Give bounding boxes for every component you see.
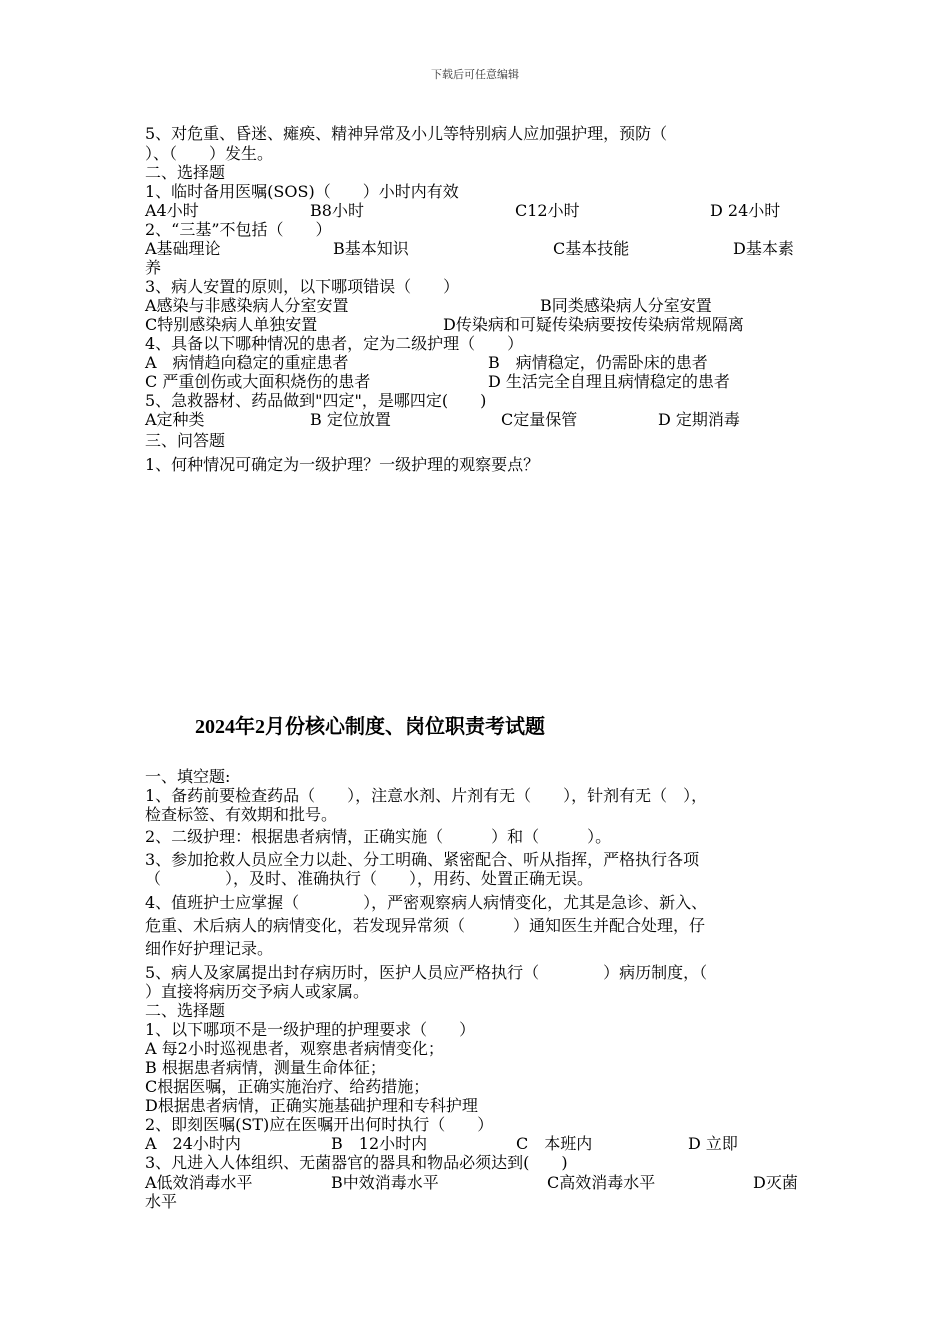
mc2-option-d-wrap: 养 [145, 258, 162, 277]
fill-question-4-line3: 细作好护理记录。 [145, 939, 274, 958]
mc3-option-a: A感染与非感染病人分室安置 [145, 296, 349, 315]
mc3-option-b: B同类感染病人分室安置 [540, 296, 712, 315]
mc1-option-d: D 24小时 [710, 201, 781, 220]
fill-question-5-line2: ）直接将病历交予病人或家属。 [145, 982, 370, 1001]
page-header: 下载后可任意编辑 [431, 68, 519, 81]
mc2-option-a: A基础理论 [145, 239, 221, 258]
mc5-option-b: B 定位放置 [310, 410, 391, 429]
mc1-option-a: A4小时 [145, 201, 199, 220]
mc1-option-c: C根据医嘱，正确实施治疗、给药措施； [145, 1077, 430, 1096]
mc1-option-b: B8小时 [310, 201, 364, 220]
section-heading-choice: 二、选择题 [145, 163, 226, 182]
mc1-stem: 1、临时备用医嘱(SOS)（ ）小时内有效 [145, 182, 459, 201]
mc4-option-d: D 生活完全自理且病情稳定的患者 [488, 372, 730, 391]
mc4-stem: 4、具备以下哪种情况的患者，定为二级护理（ ） [145, 334, 524, 353]
fill-question-5-line2: ）、（ ）发生。 [145, 144, 274, 163]
section-heading-choice: 二、选择题 [145, 1001, 226, 1020]
section-heading-fill: 一、填空题: [145, 767, 231, 786]
fill-question-3-line1: 3、参加抢救人员应全力以赴、分工明确、紧密配合、听从指挥，严格执行各项 [145, 850, 700, 869]
mc5-stem: 5、急救器材、药品做到"四定"，是哪四定( ) [145, 391, 487, 410]
mc2-option-a: A 24小时内 [145, 1134, 241, 1153]
fill-question-1-line2: 检查标签、有效期和批号。 [145, 805, 338, 824]
mc5-option-a: A定种类 [145, 410, 205, 429]
fill-question-5-line1: 5、病人及家属提出封存病历时，医护人员应严格执行（ ）病历制度，（ [145, 963, 708, 982]
mc3-option-a: A低效消毒水平 [145, 1173, 253, 1192]
mc1-option-c: C12小时 [515, 201, 580, 220]
mc2-option-b: B基本知识 [333, 239, 409, 258]
mc2-option-c: C基本技能 [553, 239, 630, 258]
exam-title: 2024年2月份核心制度、岗位职责考试题 [195, 716, 545, 738]
mc1-option-d: D根据患者病情，正确实施基础护理和专科护理 [145, 1096, 478, 1115]
mc2-stem: 2、即刻医嘱(ST)应在医嘱开出何时执行（ ） [145, 1115, 494, 1134]
mc3-option-d: D传染病和可疑传染病要按传染病常规隔离 [443, 315, 744, 334]
fill-question-4-line2: 危重、术后病人的病情变化，若发现异常须（ ）通知医生并配合处理，仔 [145, 916, 706, 935]
fill-question-1-line1: 1、备药前要检查药品（ ），注意水剂、片剂有无（ ），针剂有无（ ）， [145, 786, 708, 805]
mc3-stem: 3、凡进入人体组织、无菌器官的器具和物品必须达到( ) [145, 1153, 568, 1172]
mc3-option-d-wrap: 水平 [145, 1192, 178, 1211]
mc1-option-a: A 每2小时巡视患者，观察患者病情变化； [145, 1039, 444, 1058]
fill-question-5-line1: 5、对危重、昏迷、瘫痪、精神异常及小儿等特别病人应加强护理，预防（ [145, 124, 668, 143]
mc2-stem: 2、“三基”不包括（ ） [145, 220, 332, 239]
mc3-option-c: C高效消毒水平 [547, 1173, 656, 1192]
mc2-option-b: B 12小时内 [331, 1134, 428, 1153]
fill-question-3-line2: （ ），及时、准确执行（ ），用药、处置正确无误。 [145, 869, 594, 888]
mc5-option-c: C定量保管 [501, 410, 578, 429]
section-heading-qa: 三、问答题 [145, 431, 226, 450]
mc2-option-d: D 立即 [688, 1134, 738, 1153]
mc4-option-b: B 病情稳定，仍需卧床的患者 [488, 353, 708, 372]
mc3-option-b: B中效消毒水平 [331, 1173, 439, 1192]
qa-question-1: 1、何种情况可确定为一级护理？一级护理的观察要点？ [145, 455, 540, 474]
mc3-option-c: C特别感染病人单独安置 [145, 315, 318, 334]
mc4-option-c: C 严重创伤或大面积烧伤的患者 [145, 372, 371, 391]
mc1-stem: 1、以下哪项不是一级护理的护理要求（ ） [145, 1020, 476, 1039]
mc3-option-d: D灭菌 [753, 1173, 798, 1192]
fill-question-4-line1: 4、值班护士应掌握（ ），严密观察病人病情变化，尤其是急诊、新入、 [145, 893, 708, 912]
fill-question-2: 2、二级护理：根据患者病情，正确实施（ ）和（ ）。 [145, 827, 612, 846]
mc3-stem: 3、病人安置的原则，以下哪项错误（ ） [145, 277, 460, 296]
mc2-option-c: C 本班内 [516, 1134, 593, 1153]
mc1-option-b: B 根据患者病情，测量生命体征； [145, 1058, 386, 1077]
mc5-option-d: D 定期消毒 [658, 410, 740, 429]
mc2-option-d: D基本素 [733, 239, 794, 258]
mc4-option-a: A 病情趋向稳定的重症患者 [145, 353, 349, 372]
